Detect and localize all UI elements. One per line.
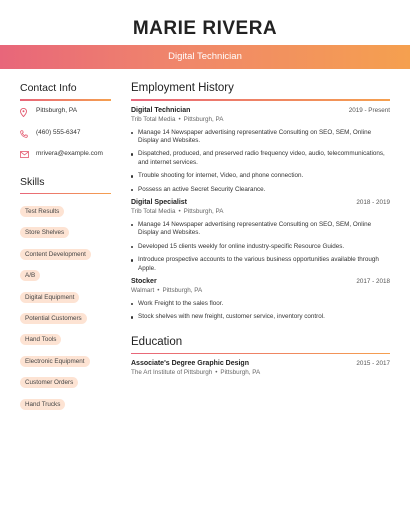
job-bullet: Stock shelves with new freight, customer service, inventory control.: [131, 313, 390, 321]
job-bullet: Manage 14 Newspaper advertising representative Consulting on SEO, SEM, Online Display and Websites.: [131, 221, 390, 238]
job-title: Digital Technician: [131, 106, 191, 114]
phone-icon: [20, 129, 36, 138]
job-title: Digital Specialist: [131, 198, 188, 206]
education-dates: 2015 - 2017: [356, 360, 390, 368]
contact-location-text: Pittsburgh, PA: [36, 106, 78, 114]
job-location: Pittsburgh, PA: [162, 286, 203, 294]
job-title: Stocker: [131, 277, 157, 285]
separator-dot: •: [157, 286, 160, 294]
job-entry: [131, 107, 390, 194]
job-dates: 2019 - Present: [348, 106, 390, 114]
job-location: Pittsburgh, PA: [183, 115, 224, 123]
job-company: Trib Total Media: [131, 207, 176, 215]
skills-list: [20, 200, 111, 414]
main-column: [131, 82, 390, 376]
job-dates: 2018 - 2019: [356, 198, 390, 206]
skill-tag: Electronic Equipment: [20, 356, 90, 367]
employment-heading: Employment History: [131, 82, 234, 94]
location-pin-icon: [20, 107, 36, 117]
education-divider: [131, 353, 390, 355]
contact-phone: [20, 129, 111, 138]
skill-tag: Content Development: [20, 249, 91, 260]
job-bullets: [131, 300, 390, 322]
skill-tag: Test Results: [20, 206, 64, 217]
job-entry: [131, 199, 390, 273]
job-entry: [131, 278, 390, 322]
skill-tag: Potential Customers: [20, 313, 87, 324]
skill-tag: Customer Orders: [20, 377, 78, 388]
job-dates: 2017 - 2018: [356, 277, 390, 285]
contact-location: [20, 107, 111, 117]
education-entry: [131, 360, 390, 376]
job-location: Pittsburgh, PA: [183, 207, 224, 215]
separator-dot: •: [178, 115, 181, 123]
skills-heading: Skills: [20, 175, 45, 188]
job-company: Trib Total Media: [131, 115, 176, 123]
job-bullet: Work Freight to the sales floor.: [131, 300, 390, 308]
contact-email: [20, 150, 111, 158]
contact-divider: [20, 99, 111, 101]
skill-tag: Hand Tools: [20, 334, 61, 345]
degree-title: Associate's Degree Graphic Design: [131, 360, 249, 368]
sidebar: [20, 82, 111, 414]
school-name: The Art Institute of Pittsburgh: [131, 369, 213, 377]
skill-tag: Store Shelves: [20, 227, 69, 238]
employment-divider: [131, 99, 390, 101]
school-location: Pittsburgh, PA: [220, 369, 261, 377]
job-bullet: Introduce prospective accounts to the various business opportunities available through Apple.: [131, 256, 390, 273]
separator-dot: •: [215, 369, 218, 377]
contact-email-text: mrivera@example.com: [36, 149, 103, 157]
job-bullet: Dispatched, produced, and preserved radio frequency video, audio, telecommunications, and internet services.: [131, 150, 390, 167]
education-heading: Education: [131, 335, 183, 348]
job-bullet: Trouble shooting for internet, Video, and phone connection.: [131, 172, 390, 180]
job-bullets: [131, 129, 390, 194]
skill-tag: A/B: [20, 270, 40, 281]
job-company: Walmart: [131, 286, 155, 294]
envelope-icon: [20, 150, 36, 158]
job-bullets: [131, 221, 390, 273]
resume-name: MARIE RIVERA: [132, 18, 278, 39]
job-title-banner: Digital Technician: [0, 45, 410, 69]
skill-tag: Digital Equipment: [20, 292, 79, 303]
job-bullet: Manage 14 Newspaper advertising representative Consulting on SEO, SEM, Online Display and Websites.: [131, 129, 390, 146]
skills-divider: [20, 193, 111, 195]
skill-tag: Hand Trucks: [20, 399, 65, 410]
contact-phone-text: (460) 555-6347: [36, 128, 81, 136]
job-bullet: Possess an active Secret Security Clearance.: [131, 186, 390, 194]
job-bullet: Developed 15 clients weekly for online industry-specific Resource Guides.: [131, 243, 390, 251]
separator-dot: •: [178, 207, 181, 215]
contact-heading: Contact Info: [20, 82, 77, 94]
